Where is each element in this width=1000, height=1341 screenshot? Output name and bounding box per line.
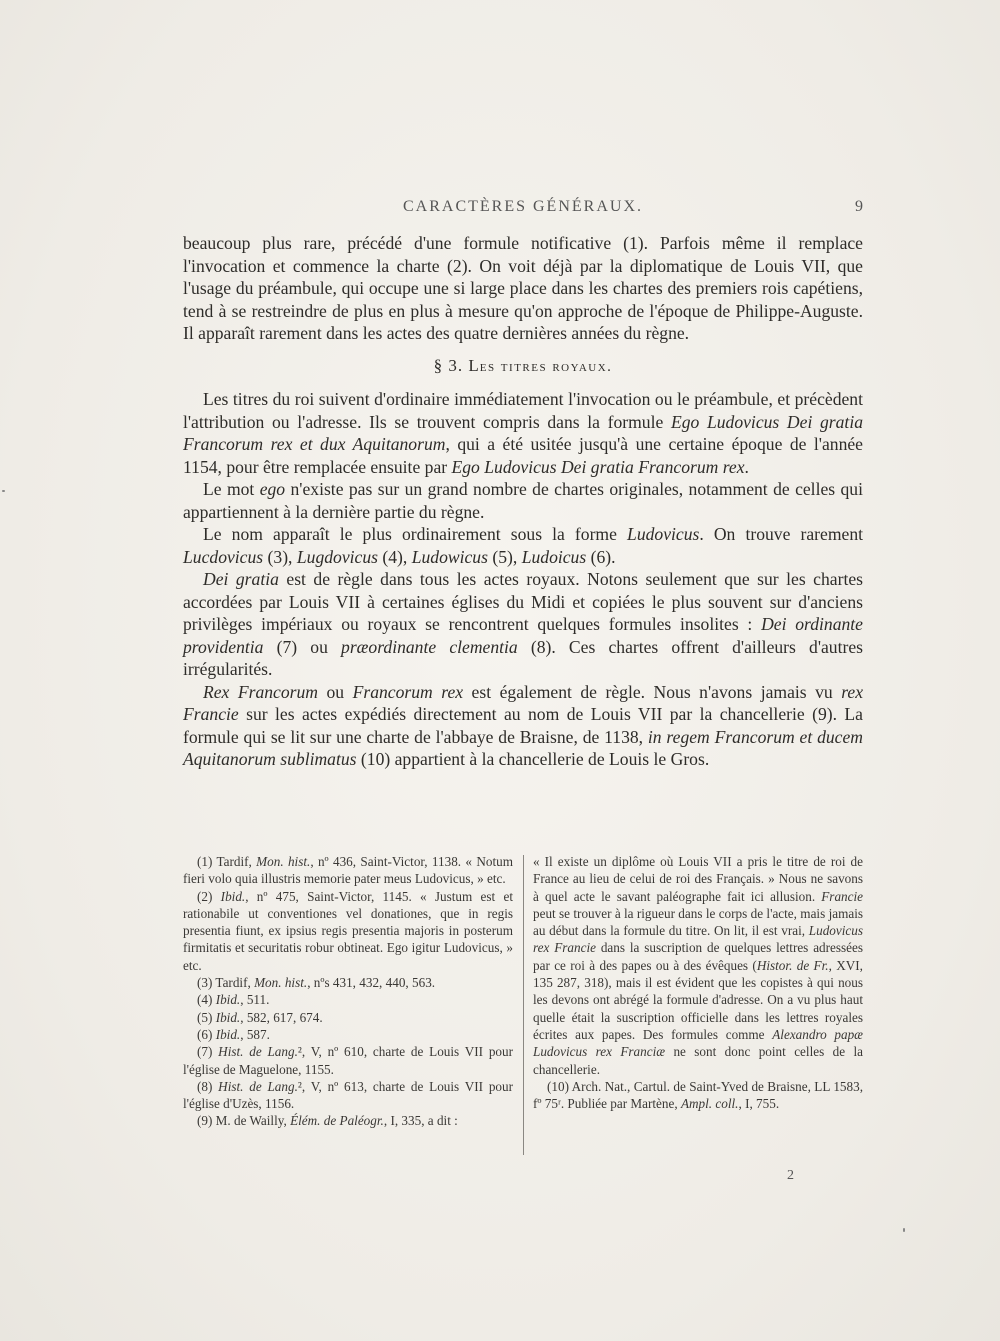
- main-text: [183, 232, 863, 771]
- section-number: § 3. L: [433, 355, 480, 375]
- running-head: CARACTÈRES GÉNÉRAUX.: [402, 198, 643, 215]
- footnote: (10) Arch. Nat., Cartul. de Saint-Yved de Braisne, LL 1583, fº 75ʳ. Publiée par Martène, Ampl. coll., I, 755.: [533, 1078, 863, 1112]
- footnote: « Il existe un diplôme où Louis VII a pris le titre de roi de France au lieu de celui de roi des Français. » Nous ne savons à quel acte le savant paléographe fait ici allusion. Francie peut se trouver à la rigueur dans le corps de l'acte, mais jamais au début dans la formule du titre. On lit, il est vrai, Ludovicus rex Francie dans la suscription de quelques lettres adressées par ce roi à des papes ou à des évêques (Histor. de Fr., XVI, 135 287, 318), mais il est évident que les copistes à qui nous les devons ont abrégé la formule d'adresse. On a vu plus haut quelle était la suscription officielle dans les lettres royales écrites aux papes. Des formules comme Alexandro papæ Ludovicus rex Franciæ ne sont donc point celles de la chancellerie.: [533, 854, 863, 1077]
- section-title: es titres royaux.: [479, 358, 613, 375]
- paragraph: Dei gratia est de règle dans tous les actes royaux. Notons seulement que sur les chartes accordées par Louis VII à certaines églises du Midi et copiées le plus souvent sur d'anciens privilèges impériaux ou royaux se rencontrent quelques formules insolites : Dei ordinante providentia (7) ou præordinante clementia (8). Ces chartes offrent d'ailleurs d'autres irrégularités.: [183, 569, 863, 679]
- footnote: (6) Ibid., 587.: [197, 1026, 270, 1042]
- paragraph: Les titres du roi suivent d'ordinaire immédiatement l'invocation ou le préambule, et précèdent l'attribution ou l'adresse. Ils se trouvent compris dans la formule Ego Ludovicus Dei gratia Francorum rex et dux Aquitanorum, qui a été usitée jusqu'à une certaine époque de l'année 1154, pour être remplacée ensuite par Ego Ludovicus Dei gratia Francorum rex.: [183, 389, 864, 477]
- paragraph: Le mot ego n'existe pas sur un grand nombre de chartes originales, notamment de celles qui appartiennent à la dernière partie du règne.: [183, 479, 863, 522]
- footnote: (4) Ibid., 511.: [197, 992, 270, 1008]
- footnote: (8) Hist. de Lang.², V, nº 613, charte de Louis VII pour l'église d'Uzès, 1156.: [183, 1078, 514, 1112]
- column-divider: [523, 855, 524, 1155]
- footnotes-left-column: [183, 853, 513, 1155]
- footnotes: [183, 853, 863, 1155]
- footnotes-right-column: [533, 853, 863, 1155]
- paragraph: Le nom apparaît le plus ordinairement sous la forme Ludovicus. On trouve rarement Lucdovicus (3), Lugdovicus (4), Ludowicus (5), Ludoicus (6).: [183, 524, 863, 567]
- paragraph: Rex Francorum ou Francorum rex est également de règle. Nous n'avons jamais vu rex Francie sur les actes expédiés directement au nom de Louis VII par la chancellerie (9). La formule qui se lit sur une charte de l'abbaye de Braisne, de 1138, in regem Francorum et ducem Aquitanorum sublimatus (10) appartient à la chancellerie de Louis le Gros.: [183, 681, 864, 769]
- paper-speck: [2, 490, 5, 492]
- footnote: (3) Tardif, Mon. hist., nºs 431, 432, 440, 563.: [197, 975, 436, 991]
- footnote: (2) Ibid., nº 475, Saint-Victor, 1145. « Justum est et rationabile ut conventiones vel donationes, que in regis presentia fiunt, ex ipsius regis presentia majoris in posterum firmitatis et securitatis robur obtineat. Ego igitur Ludovicus, » etc.: [183, 888, 513, 973]
- signature-mark: 2: [787, 1168, 794, 1183]
- footnote: (7) Hist. de Lang.², V, nº 610, charte de Louis VII pour l'église de Maguelone, 1155.: [183, 1044, 514, 1077]
- footnote: (9) M. de Wailly, Élém. de Paléogr., I, 335, a dit :: [197, 1113, 458, 1129]
- paragraph: beaucoup plus rare, précédé d'une formule notificative (1). Parfois même il remplace l'invocation et commence la charte (2). On voit déjà par la diplomatique de Louis VII, que l'usage du préambule, qui occupe une si large place dans les chartes des premiers rois capétiens, tend à se restreindre de plus en plus à mesure qu'on approche de l'époque de Philippe-Auguste. Il apparaît rarement dans les actes des quatre dernières années du règne.: [183, 233, 863, 343]
- footnote: (1) Tardif, Mon. hist., nº 436, Saint-Victor, 1138. « Notum fieri volo quia illustris memorie pater meus Ludovicus, » etc.: [183, 854, 514, 887]
- section-heading: [183, 355, 863, 379]
- page-header: [183, 198, 863, 222]
- page-number: 9: [855, 198, 863, 215]
- footnote: (5) Ibid., 582, 617, 674.: [197, 1009, 323, 1025]
- paper-speck: [903, 1228, 905, 1232]
